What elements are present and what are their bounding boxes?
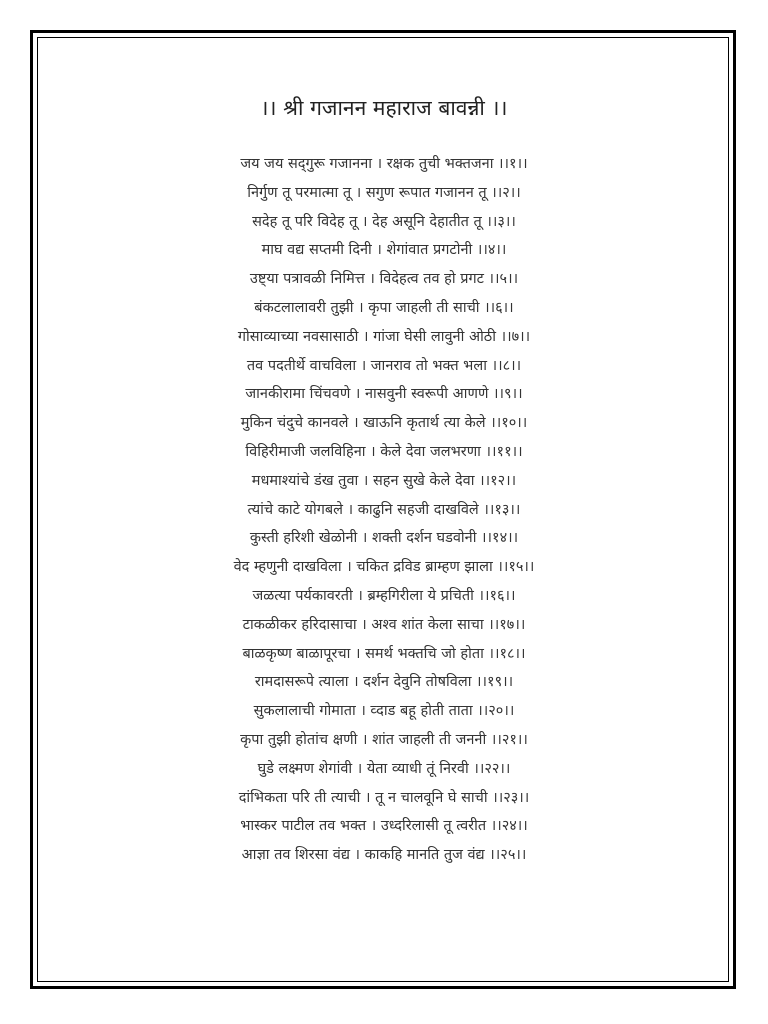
verse-line: दांभिकता परि ती त्याची । तू न चालवूनि घे साची ।।२३।।: [238, 789, 530, 806]
verse-line: उष्ट्या पत्रावळी निमित्त । विदेहत्व तव हो प्रगट ।।५।।: [249, 271, 519, 288]
verse-line: बंकटलालावरी तुझी । कृपा जाहली ती साची ।।६।।: [254, 299, 514, 316]
verse-line: जानकीरामा चिंचवणे । नासवुनी स्वरूपी आणणे ।।९।।: [245, 386, 523, 403]
verse-line: गोसाव्याच्या नवसासाठी । गांजा घेसी लावुनी ओठी ।।७।।: [237, 328, 531, 345]
verse-line: निर्गुण तू परमात्मा तू । सगुण रूपात गजानन तू ।।२।।: [247, 184, 521, 201]
verse-line: तव पदतीर्थे वाचविला । जानराव तो भक्त भला ।।८।।: [246, 357, 522, 374]
verse-line: घुडे लक्ष्मण शेगांवी । येता व्याधी तूं निरवी ।।२२।।: [257, 760, 511, 777]
document-title: ।। श्री गजानन महाराज बावन्नी ।।: [260, 96, 508, 120]
verse-line: टाकळीकर हरिदासाचा । अश्व शांत केला साचा ।।१७।।: [242, 616, 526, 633]
verse-line: माघ वद्य सप्तमी दिनी । शेगांवात प्रगटोनी ।।४।।: [261, 242, 507, 259]
verse-line: बाळकृष्ण बाळापूरचा । समर्थ भक्तचि जो होता ।।१८।।: [242, 645, 526, 662]
verse-list: [0, 150, 768, 870]
verse-line: कृपा तुझी होतांच क्षणी । शांत जाहली ती जननी ।।२१।।: [240, 731, 528, 748]
verse-line: कुस्ती हरिशी खेळोनी । शक्ती दर्शन घडवोनी ।।१४।।: [249, 530, 519, 547]
verse-line: सुकलालाची गोमाता । व्दाड बहू होती ताता ।।२०।।: [253, 703, 515, 720]
verse-line: रामदासरूपे त्याला । दर्शन देवुनि तोषविला ।।१९।।: [254, 674, 514, 691]
verse-line: आज्ञा तव शिरसा वंद्य । काकहि मानति तुज वंद्य ।।२५।।: [241, 847, 527, 864]
verse-line: जय जय सद्‌गुरू गजानना । रक्षक तुची भक्तजना ।।१।।: [240, 156, 528, 172]
verse-line: जळत्या पर्यकावरती । ब्रम्हगिरीला ये प्रचिती ।।१६।।: [252, 587, 516, 604]
verse-line: भास्कर पाटील तव भक्त । उध्दरिलासी तू त्वरीत ।।२४।।: [240, 818, 528, 835]
verse-line: मधमाश्यांचे डंख तुवा । सहन सुखे केले देवा ।।१२।।: [251, 472, 517, 489]
verse-line: सदेह तू परि विदेह तू । देह असूनि देहातीत तू ।।३।।: [252, 213, 516, 230]
verse-line: वेद म्हणुनी दाखविला । चकित द्रविड ब्राम्हण झाला ।।१५।।: [233, 559, 535, 576]
verse-line: विहिरीमाजी जलविहिना । केले देवा जलभरणा ।।११।।: [245, 443, 523, 460]
verse-line: मुकिन चंदुचे कानवले । खाऊनि कृतार्थ त्या केले ।।१०।।: [240, 415, 528, 432]
verse-line: त्यांचे काटे योगबले । काढुनि सहजी दाखविले ।।१३।।: [247, 501, 521, 518]
